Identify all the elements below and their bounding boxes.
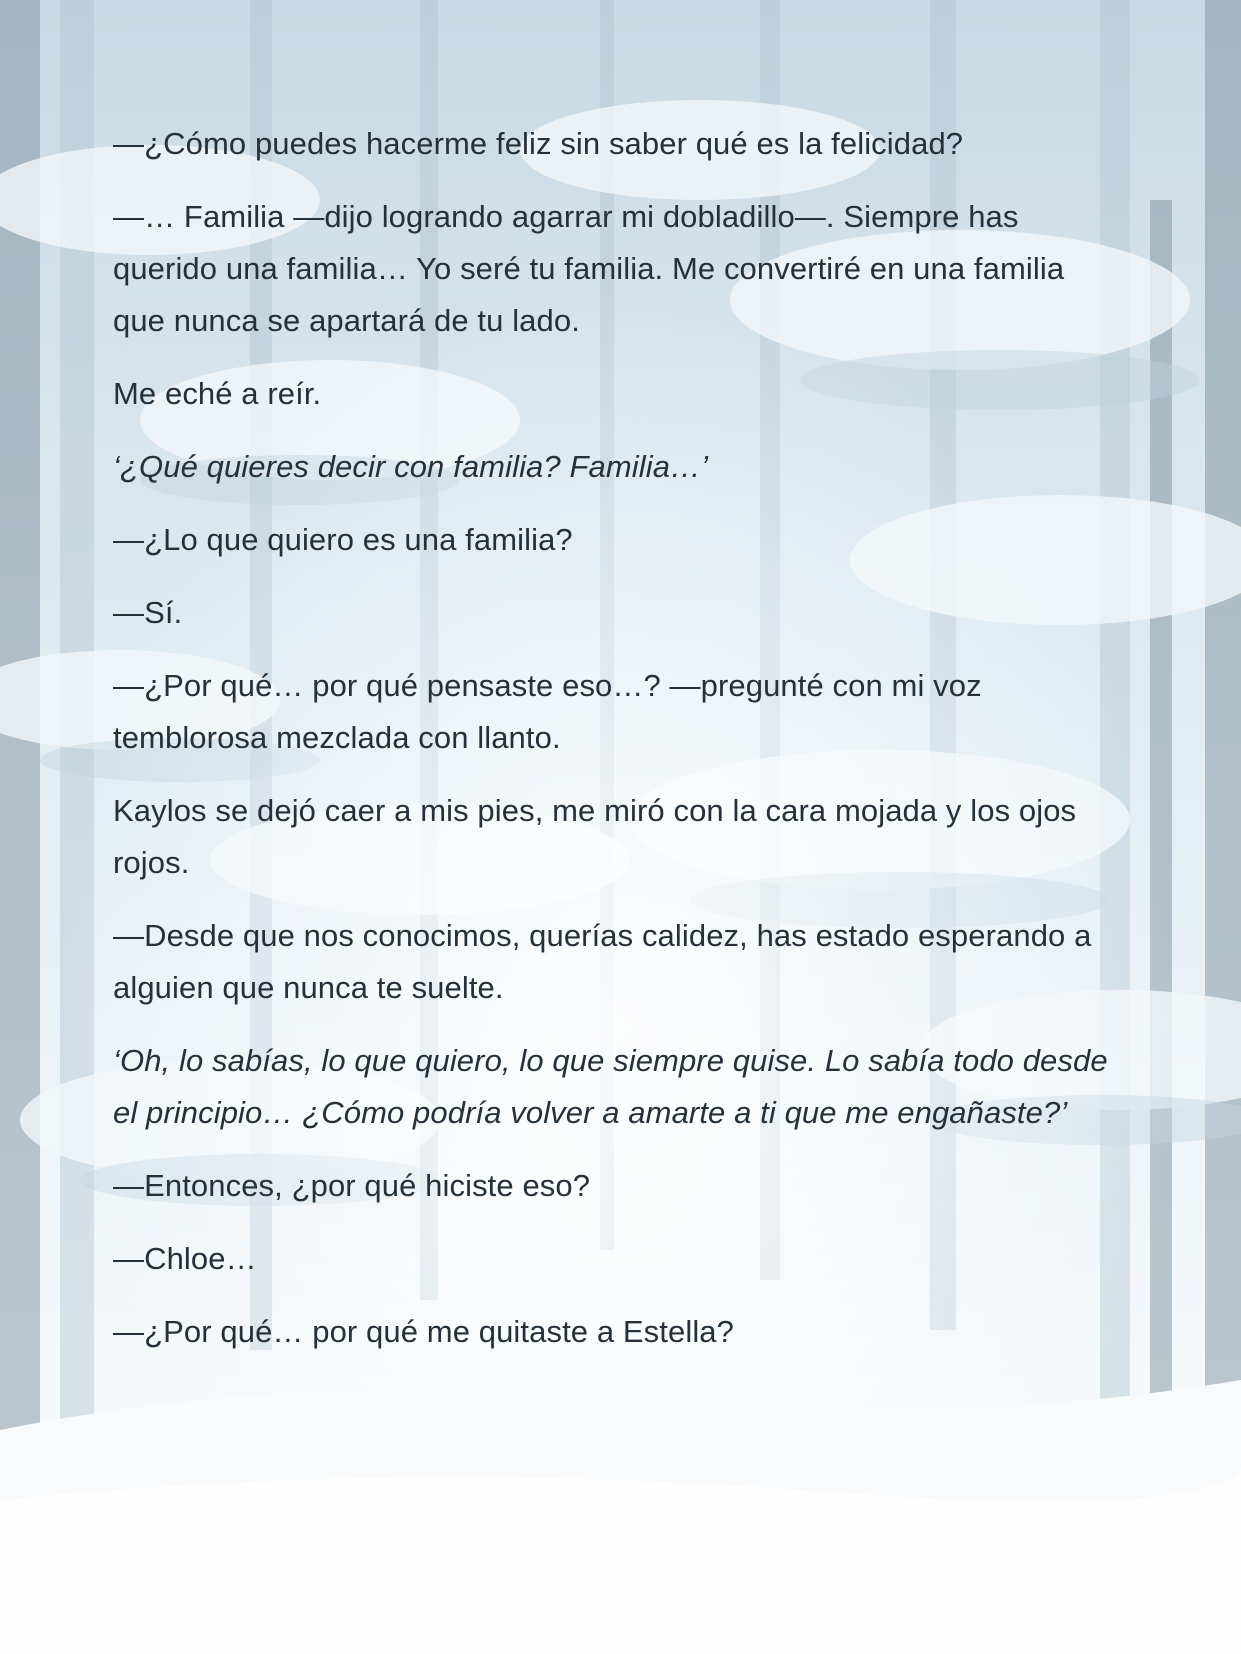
inner-thought-line: ‘¿Qué quieres decir con familia? Familia…’ [113,449,709,484]
dialogue-line: —Chloe… [113,1241,257,1276]
inner-thought-line: ‘Oh, lo sabías, lo que quiero, lo que siempre quise. Lo sabía todo desde el principio… ¿Cómo podría volver a amarte a ti que me engañaste?’ [113,1043,1108,1130]
dialogue-line: —Desde que nos conocimos, querías calidez, has estado esperando a alguien que nunca te suelte. [113,918,1092,1005]
story-text [113,118,1123,1379]
dialogue-line: —¿Cómo puedes hacerme feliz sin saber qué es la felicidad? [113,126,964,161]
dialogue-line: —Entonces, ¿por qué hiciste eso? [113,1168,591,1203]
dialogue-line: —¿Por qué… por qué pensaste eso…? —pregunté con mi voz temblorosa mezclada con llanto. [113,668,982,755]
narration-line: Me eché a reír. [113,376,322,411]
dialogue-line: —¿Por qué… por qué me quitaste a Estella? [113,1314,734,1349]
dialogue-line: —Sí. [113,595,183,630]
narration-line: Kaylos se dejó caer a mis pies, me miró con la cara mojada y los ojos rojos. [113,793,1077,880]
dialogue-line: —¿Lo que quiero es una familia? [113,522,573,557]
dialogue-line: —… Familia —dijo logrando agarrar mi dobladillo—. Siempre has querido una familia… Yo seré tu familia. Me convertiré en una familia que nunca se apartará de tu lado. [113,199,1065,338]
